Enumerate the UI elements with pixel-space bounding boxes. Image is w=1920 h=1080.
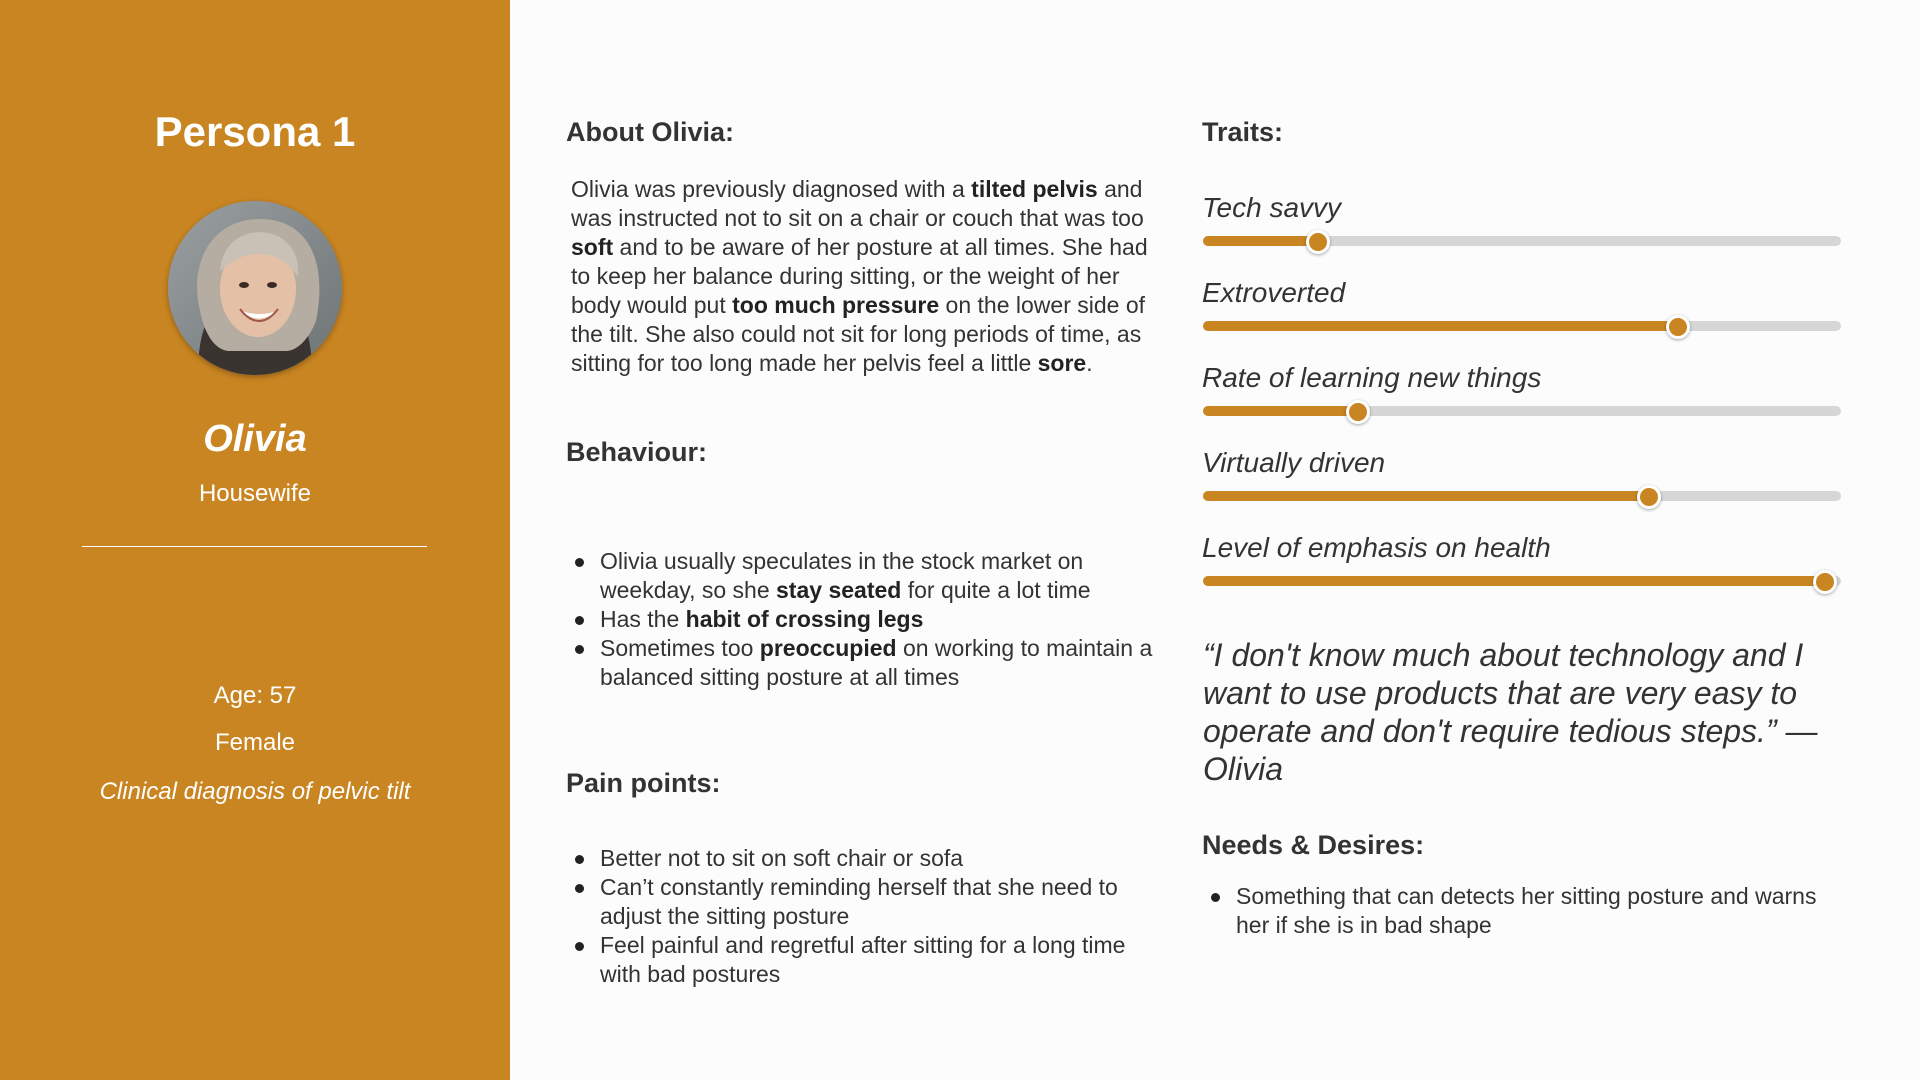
trait-row (1202, 362, 1842, 432)
body-text: and to be aware of her posture at all times. She had to keep her balance during sitting, or the weight of her body would put (571, 234, 1148, 318)
body-text: Can’t constantly reminding herself that she need to adjust the sitting posture (600, 874, 1118, 929)
body-text: and was instructed not to sit on a chair or couch that was too (571, 176, 1144, 231)
persona-gender: Female (214, 729, 296, 756)
body-text: Something that can detects her sitting posture and warns her if she is in bad shape (1236, 883, 1817, 938)
trait-label: Extroverted (1202, 277, 1346, 308)
list-item (1207, 882, 1827, 940)
trait-slider[interactable] (1203, 236, 1841, 246)
trait-slider-thumb[interactable] (1813, 570, 1837, 594)
trait-slider-fill (1203, 576, 1825, 586)
trait-slider[interactable] (1203, 406, 1841, 416)
trait-slider[interactable] (1203, 321, 1841, 331)
trait-slider-fill (1203, 321, 1678, 331)
persona-label: Persona 1 (154, 108, 356, 155)
trait-row (1202, 532, 1842, 602)
pain-points-heading: Pain points: (566, 768, 721, 798)
trait-slider-thumb[interactable] (1306, 230, 1330, 254)
body-text: on working to maintain a balanced sitting posture at all times (600, 635, 1153, 690)
divider (82, 546, 427, 547)
needs-heading: Needs & Desires: (1202, 830, 1425, 860)
trait-row (1202, 277, 1842, 347)
emphasis-text: sore (1037, 350, 1087, 376)
persona-quote: “I don't know much about technology and I want to use products that are very easy to operate and don't require tedious steps.” — Olivia (1203, 637, 1818, 787)
trait-slider[interactable] (1203, 576, 1841, 586)
avatar-photo-icon (168, 201, 342, 375)
trait-label: Tech savvy (1202, 192, 1342, 223)
persona-name: Olivia (203, 418, 307, 460)
list-item (571, 605, 1171, 634)
emphasis-text: tilted pelvis (971, 176, 1098, 202)
body-text: Feel painful and regretful after sitting for a long time with bad postures (600, 932, 1126, 987)
trait-row (1202, 447, 1842, 517)
pain-points-list (571, 844, 1171, 989)
needs-list (1207, 882, 1827, 940)
body-text: Sometimes too (600, 635, 760, 661)
emphasis-text: soft (571, 234, 614, 260)
persona-age: Age: 57 (213, 682, 297, 709)
list-item (571, 931, 1171, 989)
behaviour-heading: Behaviour: (566, 437, 708, 467)
body-text: Has the (600, 606, 686, 632)
list-item (571, 844, 1171, 873)
trait-slider-fill (1203, 406, 1358, 416)
emphasis-text: stay seated (776, 577, 902, 603)
trait-label: Virtually driven (1202, 447, 1386, 478)
list-item (571, 634, 1171, 692)
list-item (571, 873, 1171, 931)
trait-slider-fill (1203, 236, 1318, 246)
about-text (571, 175, 1171, 378)
behaviour-list (571, 547, 1171, 692)
trait-slider-fill (1203, 491, 1649, 501)
trait-slider-thumb[interactable] (1637, 485, 1661, 509)
trait-label: Level of emphasis on health (1202, 532, 1551, 563)
persona-diagnosis: Clinical diagnosis of pelvic tilt (99, 778, 411, 805)
body-text: Olivia usually speculates in the stock market on weekday, so she (600, 548, 1084, 603)
trait-slider[interactable] (1203, 491, 1841, 501)
trait-row (1202, 192, 1842, 262)
emphasis-text: too much pressure (732, 292, 940, 318)
emphasis-text: preoccupied (759, 635, 897, 661)
body-text: Olivia was previously diagnosed with a (571, 176, 972, 202)
persona-sidebar (0, 0, 510, 1080)
about-heading: About Olivia: (566, 117, 734, 147)
body-text: on the lower side of the tilt. She also could not sit for long periods of time, as sitting for too long made her pelvis feel a little (571, 292, 1146, 376)
list-item (571, 547, 1171, 605)
persona-role: Housewife (198, 480, 312, 507)
trait-slider-thumb[interactable] (1666, 315, 1690, 339)
emphasis-text: habit of crossing legs (685, 606, 924, 632)
trait-label: Rate of learning new things (1202, 362, 1542, 393)
body-text: Better not to sit on soft chair or sofa (600, 845, 964, 871)
traits-heading: Traits: (1202, 117, 1284, 147)
body-text: . (1086, 350, 1093, 376)
body-text: for quite a lot time (901, 577, 1091, 603)
avatar (168, 201, 342, 375)
trait-slider-thumb[interactable] (1346, 400, 1370, 424)
